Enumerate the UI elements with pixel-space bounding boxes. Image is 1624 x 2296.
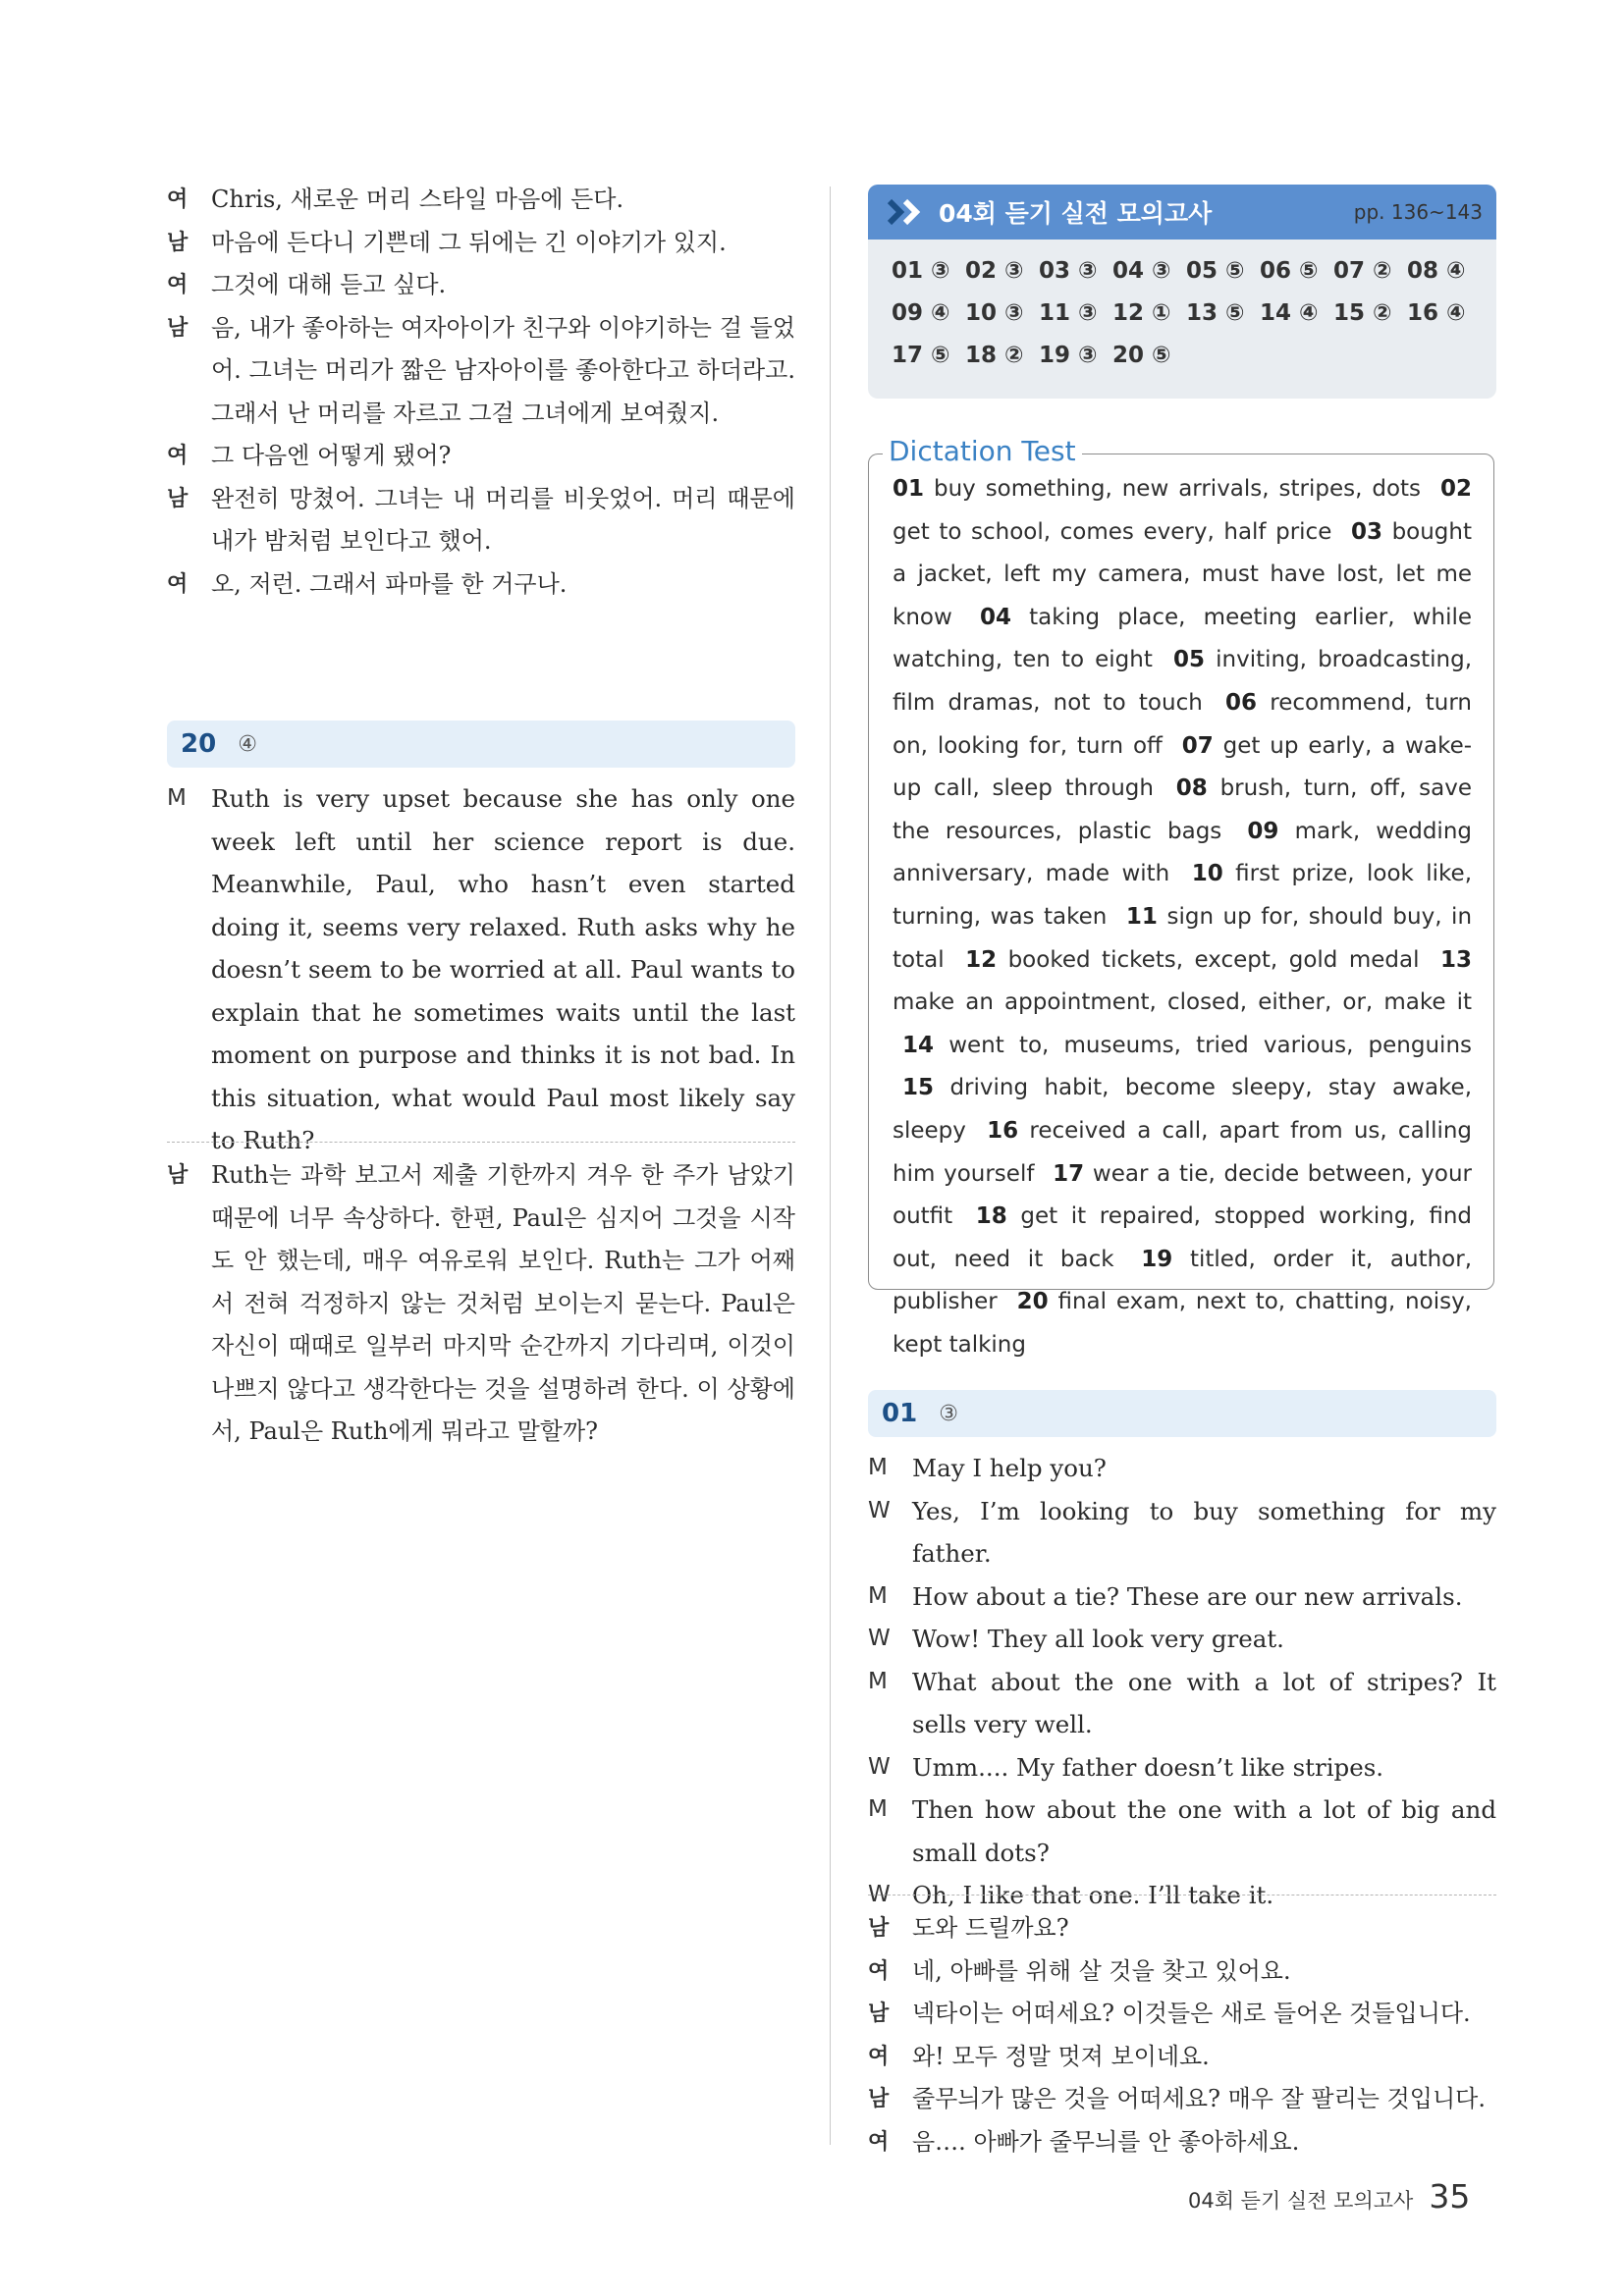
dialog-line [167, 222, 795, 265]
dialog-text: Wow! They all look very great. [912, 1625, 1284, 1653]
answer-cell: 12 ① [1112, 299, 1171, 326]
dictation-number: 11 [1125, 903, 1158, 930]
dialog-text: Umm.... My father doesn’t like stripes. [912, 1752, 1384, 1782]
answer-key-title: 04회 듣기 실전 모의고사 [939, 199, 1213, 228]
dialog-text: 음…. 아빠가 줄무늬를 안 좋아하세요. [912, 2127, 1300, 2156]
dialog-text: Ruth is very upset because she has only one week left until her science report is due. Meanwhile, Paul, who hasn’t even started doing it, seems very relaxed. Ruth asks why he doesn’t seem to be worried at all. Paul wants to explain that he sometimes waits until the last moment on purpose and thinks it is not bad. In this situation, what would Paul most likely say to Ruth? [211, 784, 795, 1154]
speaker-label: 여 [167, 187, 189, 212]
answer-cell: 04 ③ [1112, 257, 1171, 284]
dictation-number: 16 [987, 1117, 1019, 1144]
footer-title: 04회 듣기 실전 모의고사 [1188, 2189, 1414, 2213]
dialog-text: Then how about the one with a lot of big and small dots? [912, 1795, 1496, 1867]
dictation-answer: booked tickets, except, gold medal [1007, 946, 1420, 973]
answer-cell: 11 ③ [1039, 299, 1098, 326]
answer-cell: 20 ⑤ [1112, 342, 1171, 368]
dictation-number: 03 [1350, 518, 1382, 545]
speaker-label: 남 [167, 230, 189, 255]
answer-cell: 15 ② [1333, 299, 1392, 326]
dictation-answer: buy something, new arrivals, stripes, dots [933, 476, 1422, 502]
dialog-line [167, 264, 795, 307]
dictation-number: 01 [893, 476, 925, 502]
dialog-line [868, 1993, 1496, 2036]
dialog-text: 마음에 든다니 기쁜데 그 뒤에는 긴 이야기가 있지. [211, 228, 727, 256]
answer-cell: 10 ③ [965, 299, 1024, 326]
speaker-label: 여 [868, 2044, 890, 2069]
dialog-line [868, 1661, 1496, 1746]
dialog-text: Ruth는 과학 보고서 제출 기한까지 겨우 한 주가 남았기 때문에 너무 속상하다. 한편, Paul은 심지어 그것을 시작도 안 했는데, 매우 여유로워 보인다. Ruth는 그가 어째서 전혀 걱정하지 않는 것처럼 보이는지 묻는다. Paul은 자신이 때때로 일부러 마지막 순간까지 기다리며, 이것이 나쁘지 않다고 생각한다는 것을 설명하려 한다. 이 상황에서, Paul은 Ruth에게 뭐라고 말할까? [211, 1161, 795, 1445]
question-20-header [167, 721, 795, 768]
speaker-label: M [868, 1796, 888, 1822]
speaker-label: 여 [868, 2129, 890, 2155]
dialog-text: 오, 저런. 그래서 파마를 한 거구나. [211, 569, 568, 598]
speaker-label: 여 [167, 273, 189, 297]
dialog-line [868, 1575, 1496, 1619]
dialog-text: Oh, I like that one. I’ll take it. [912, 1881, 1274, 1909]
dictation-number: 08 [1175, 775, 1208, 802]
speaker-label: 남 [167, 486, 189, 511]
page-footer [1188, 2177, 1470, 2216]
question-20-translation [167, 1154, 795, 1454]
speaker-label: 남 [868, 1916, 890, 1941]
dialog-line [868, 1490, 1496, 1575]
speaker-label: M [868, 1668, 888, 1694]
answer-cell: 05 ⑤ [1186, 257, 1245, 284]
dictation-answer: get to school, comes every, half price [893, 518, 1332, 545]
dialog-text: 와! 모두 정말 멋져 보이네요. [912, 2042, 1210, 2070]
dictation-answer: inviting, broadcasting, film dramas, not to touch [893, 647, 1473, 716]
dictation-number: 09 [1247, 818, 1279, 844]
speaker-label: W [868, 1626, 891, 1651]
dictation-answer: brush, turn, off, save the resources, plastic bags [893, 775, 1472, 844]
dialog-text: 줄무늬가 많은 것을 어떠세요? 매우 잘 팔리는 것입니다. [912, 2085, 1486, 2112]
answer-cell: 18 ② [965, 342, 1024, 368]
answer-key-box [868, 185, 1496, 399]
dialog-line [167, 563, 795, 607]
dialog-text: 그 다음엔 어떻게 됐어? [211, 442, 452, 469]
dictation-title: Dictation Test [883, 435, 1082, 467]
dictation-answer: get it repaired, stopped working, find out, need it back [893, 1203, 1473, 1272]
speaker-label: W [868, 1753, 891, 1780]
speaker-label: 여 [868, 1958, 890, 1984]
dictation-number: 05 [1173, 647, 1206, 673]
dictation-number: 10 [1191, 861, 1223, 887]
dialog-line [167, 1154, 795, 1454]
dictation-test-box [868, 435, 1494, 1358]
dictation-answer: recommend, turn on, looking for, turn off [893, 689, 1472, 759]
speaker-label: W [868, 1882, 891, 1907]
answer-cell: 16 ④ [1407, 299, 1466, 326]
speaker-label: M [167, 785, 187, 811]
dialog-line [868, 2121, 1496, 2164]
answer-cell: 14 ④ [1260, 299, 1319, 326]
speaker-label: 남 [868, 2002, 890, 2026]
answer-row [892, 334, 1496, 376]
dictation-answer: get up early, a wake-up call, sleep through [893, 732, 1473, 802]
dialog-text: 도와 드릴까요? [912, 1914, 1069, 1942]
dictation-answer: mark, wedding anniversary, made with [893, 818, 1472, 887]
dictation-answer: final exam, next to, chatting, noisy, kept talking [893, 1289, 1472, 1358]
dialog-text: May I help you? [912, 1454, 1107, 1482]
question-01-translation [868, 1907, 1496, 2163]
answer-cell: 19 ③ [1039, 342, 1098, 368]
answer-cell: 02 ③ [965, 257, 1024, 284]
answer-cell: 08 ④ [1407, 257, 1466, 284]
speaker-label: 남 [167, 1163, 189, 1188]
answer-cell: 07 ② [1333, 257, 1392, 284]
answer-cell: 09 ④ [892, 299, 950, 326]
dialog-line [167, 435, 795, 478]
dictation-answer: received a call, apart from us, calling him yourself [893, 1117, 1473, 1187]
speaker-label: W [868, 1497, 891, 1523]
answer-cell: 03 ③ [1039, 257, 1098, 284]
dialog-line [868, 1618, 1496, 1661]
question-20-script [167, 777, 795, 1162]
dictation-number: 02 [1440, 476, 1473, 502]
dialog-text: What about the one with a lot of stripes? It sells very well. [912, 1667, 1496, 1738]
dialog-line [868, 1950, 1496, 1994]
speaker-label: 남 [868, 2087, 890, 2111]
speaker-label: 여 [167, 571, 189, 597]
dictation-number: 15 [902, 1075, 935, 1101]
dictation-number: 13 [1439, 946, 1472, 973]
answer-cell: 13 ⑤ [1186, 299, 1245, 326]
dialog-line [868, 1907, 1496, 1950]
dictation-number: 17 [1053, 1160, 1085, 1187]
dictation-answer: sign up for, should buy, in total [893, 903, 1473, 973]
dialog-text: 그것에 대해 듣고 싶다. [211, 271, 447, 298]
dialog-line [167, 307, 795, 436]
dialog-text: Chris, 새로운 머리 스타일 마음에 든다. [211, 186, 624, 213]
answer-cell: 01 ③ [892, 257, 950, 284]
dictation-answer: titled, order it, author, publisher [893, 1246, 1473, 1315]
dictation-text [893, 468, 1472, 1366]
dictation-number: 04 [979, 604, 1011, 630]
question-number: 20 [181, 729, 217, 759]
dialog-text: 넥타이는 어떠세요? 이것들은 새로 들어온 것들입니다. [912, 2000, 1471, 2027]
question-number: 01 [882, 1399, 918, 1428]
dialog-text: 네, 아빠를 위해 살 것을 찾고 있어요. [912, 1956, 1291, 1985]
dashed-separator [868, 1895, 1496, 1896]
dialog-text: How about a tie? These are our new arrivals. [912, 1581, 1463, 1611]
dialog-ko-left [167, 179, 795, 606]
dialog-text: 음, 내가 좋아하는 여자아이가 친구와 이야기하는 걸 들었어. 그녀는 머리가 짧은 남자아이를 좋아한다고 하더라고. 그래서 난 머리를 자르고 그걸 그녀에게 보여줬지. [211, 313, 795, 427]
answer-grid [868, 240, 1496, 376]
dialog-line [167, 478, 795, 563]
answer-row [892, 292, 1496, 334]
dictation-number: 20 [1016, 1289, 1049, 1315]
dictation-answer: went to, museums, tried various, penguins [948, 1032, 1473, 1058]
dictation-answer: bought a jacket, left my camera, must have lost, let me know [893, 518, 1473, 630]
answer-mark: ③ [939, 1401, 958, 1426]
dictation-answer: driving habit, become sleepy, stay awake, sleepy [893, 1075, 1472, 1144]
answer-row [892, 249, 1496, 292]
dashed-separator [167, 1142, 795, 1143]
dialog-line [868, 1447, 1496, 1490]
dictation-number: 06 [1225, 689, 1258, 716]
answer-cell: 17 ⑤ [892, 342, 950, 368]
dictation-number: 12 [965, 946, 998, 973]
dictation-number: 18 [975, 1203, 1007, 1230]
page-number: 35 [1429, 2177, 1471, 2216]
dialog-line [868, 1789, 1496, 1874]
dictation-number: 07 [1181, 732, 1214, 759]
speaker-label: M [868, 1582, 888, 1609]
dialog-line [868, 1746, 1496, 1789]
question-01-header [868, 1390, 1496, 1437]
page-range: pp. 136~143 [1353, 200, 1483, 224]
answer-key-header [868, 185, 1496, 240]
speaker-label: 여 [167, 444, 189, 468]
dialog-line [167, 179, 795, 222]
speaker-label: 남 [167, 315, 189, 341]
dictation-number: 19 [1141, 1246, 1173, 1272]
speaker-label: M [868, 1455, 888, 1480]
dialog-text: 완전히 망쳤어. 그녀는 내 머리를 비웃었어. 머리 때문에 내가 밤처럼 보인다고 했어. [211, 484, 795, 555]
double-chevron-icon [886, 197, 931, 227]
dialog-text: Yes, I’m looking to buy something for my father. [912, 1496, 1496, 1568]
dialog-line [868, 2036, 1496, 2079]
dictation-number: 14 [902, 1032, 935, 1058]
answer-cell: 06 ⑤ [1260, 257, 1319, 284]
answer-mark: ④ [238, 731, 257, 757]
dictation-answer: wear a tie, decide between, your outfit [893, 1160, 1473, 1230]
dictation-answer: taking place, meeting earlier, while watching, ten to eight [893, 604, 1472, 673]
dictation-answer: first prize, look like, turning, was taken [893, 861, 1473, 930]
dialog-line [868, 2078, 1496, 2121]
column-divider [830, 187, 831, 2145]
dictation-answer: make an appointment, closed, either, or, make it [893, 989, 1472, 1016]
question-01-script [868, 1447, 1496, 1917]
dialog-line [167, 777, 795, 1162]
